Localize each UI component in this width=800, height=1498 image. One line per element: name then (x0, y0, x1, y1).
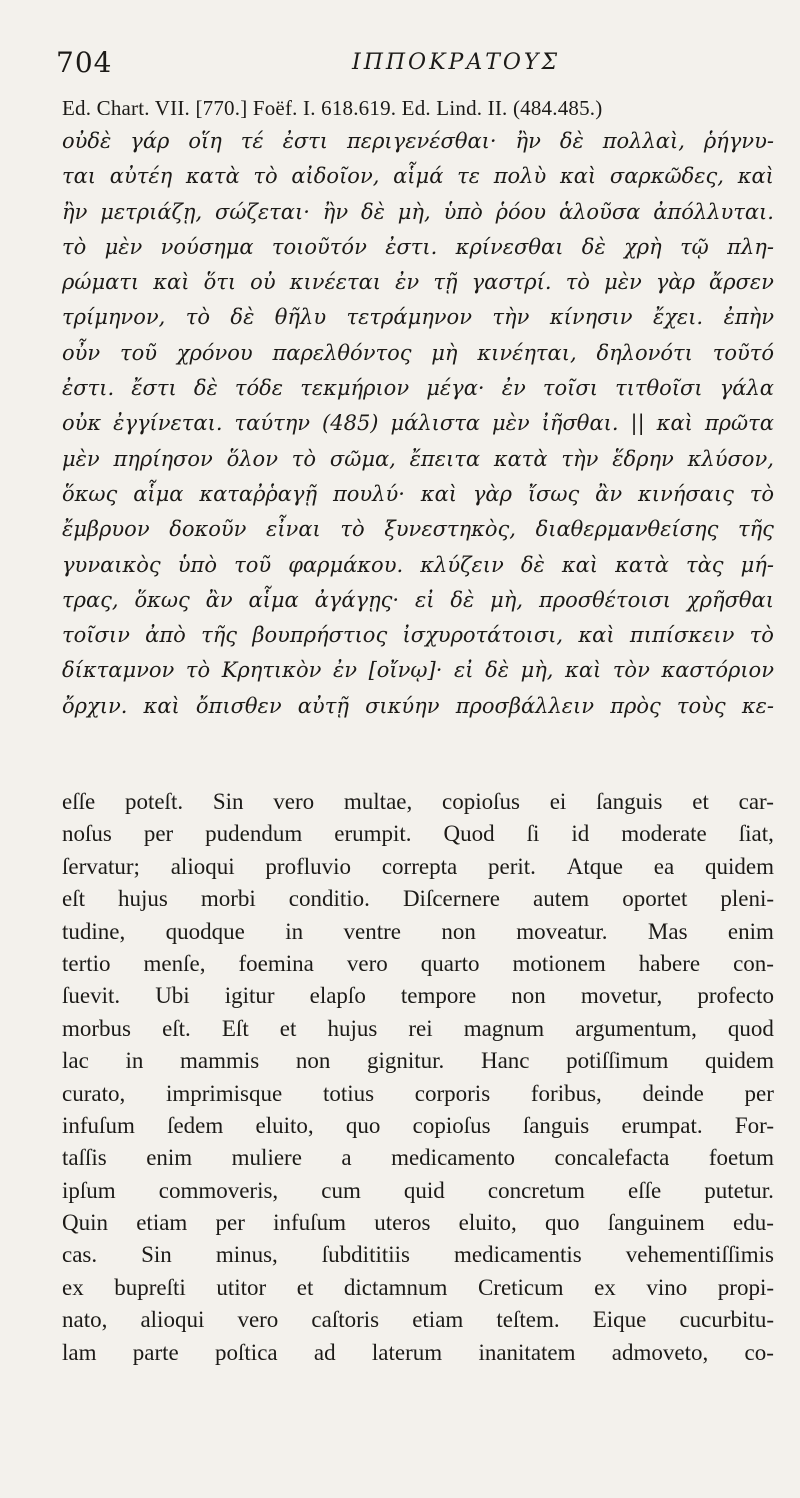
latin-text-line: ſuevit. Ubi igitur elapſo tempore non movetur, profecto (62, 983, 774, 1009)
latin-text-line: lac in mammis non gignitur. Hanc potiſſimum quidem (62, 1048, 774, 1074)
greek-text-line: οὐκ ἐγγίνεται. ταύτην (485) μάλιστα μὲν ἰῆσθαι. || καὶ πρῶτα (62, 411, 774, 436)
latin-text-line: taſſis enim muliere a medicamento concalefacta foetum (62, 1145, 774, 1171)
latin-translation-block (62, 786, 774, 1369)
greek-text-line: ἔμβρυον δοκοῦν εἶναι τὸ ξυνεστηκὸς, διαθερμανθείσης τῆς (62, 517, 774, 542)
latin-text-line: ex bupreſti utitor et dictamnum Creticum ex vino propi- (62, 1274, 774, 1300)
latin-text-line: eſſe poteſt. Sin vero multae, copioſus ei ſanguis et car- (62, 789, 774, 814)
latin-text-line: infuſum ſedem eluito, quo copioſus ſanguis erumpat. For- (62, 1112, 774, 1138)
latin-text-line: morbus eſt. Eſt et hujus rei magnum argumentum, quod (62, 1015, 774, 1041)
page-header (52, 46, 752, 86)
greek-text-line: ὅκως αἷμα καταῤῥαγῇ πουλύ· καὶ γὰρ ἴσως ἂν κινήσαις τὸ (62, 481, 774, 506)
latin-text-line: ſervatur; alioqui profluvio correpta perit. Atque ea quidem (62, 853, 774, 879)
latin-text-line: curato, imprimisque totius corporis foribus, deinde per (62, 1080, 774, 1106)
greek-text-line: ἐστι. ἔστι δὲ τόδε τεκμήριον μέγα· ἐν τοῖσι τιτθοῖσι γάλα (62, 376, 774, 401)
greek-text-line: οὖν τοῦ χρόνου παρελθόντος μὴ κινέηται, δηλονότι τοῦτό (62, 340, 774, 365)
greek-text-line: δίκταμνον τὸ Κρητικὸν ἐν [οἴνῳ]· εἰ δὲ μὴ, καὶ τὸν καστόριον (62, 658, 774, 683)
greek-text-line: ἢν μετριάζῃ, σώζεται· ἢν δὲ μὴ, ὑπὸ ῥόου ἁλοῦσα ἀπόλλυται. (62, 199, 774, 224)
latin-text-line: noſus per pudendum erumpit. Quod ſi id moderate ſiat, (62, 821, 774, 847)
greek-text-line: ρώματι καὶ ὅτι οὐ κινέεται ἐν τῇ γαστρί. τὸ μὲν γὰρ ἄρσεν (62, 270, 774, 295)
latin-text-line: ipſum commoveris, cum quid concretum eſſe putetur. (62, 1177, 774, 1203)
edition-reference-line: Ed. Chart. VII. [770.] Foëf. I. 618.619. Ed. Lind. II. (484.485.) (62, 96, 603, 120)
greek-text-block (62, 124, 774, 724)
greek-text-line: τρίμηνον, τὸ δὲ θῆλυ τετράμηνον τὴν κίνησιν ἔχει. ἐπὴν (62, 305, 774, 330)
greek-text-line: ται αὐτέη κατὰ τὸ αἰδοῖον, αἷμά τε πολὺ καὶ σαρκῶδες, καὶ (62, 164, 774, 189)
greek-text-line: τοῖσιν ἀπὸ τῆς βουπρήστιος ἰσχυροτάτοισι, καὶ πιπίσκειν τὸ (62, 623, 774, 648)
greek-text-line: οὐδὲ γάρ οἵη τέ ἐστι περιγενέσθαι· ἢν δὲ πολλαὶ, ῥήγνυ- (62, 129, 774, 153)
latin-text-line: Quin etiam per infuſum uteros eluito, quo ſanguinem edu- (62, 1210, 774, 1236)
latin-text-line: cas. Sin minus, ſubdititiis medicamentis vehementiſſimis (62, 1242, 774, 1268)
page-number: 704 (56, 46, 113, 79)
running-title: ΙΠΠΟΚΡΑΤΟΥΣ (352, 50, 561, 75)
greek-text-line: μὲν πηρίησον ὅλον τὸ σῶμα, ἔπειτα κατὰ τὴν ἕδρην κλύσον, (62, 446, 774, 471)
latin-text-line: nato, alioqui vero caſtoris etiam teſtem. Eique cucurbitu- (62, 1307, 774, 1333)
greek-text-line: ὄρχιν. καὶ ὄπισθεν αὐτῇ σικύην προσβάλλειν πρὸς τοὺς κε- (62, 693, 774, 718)
latin-text-line: lam parte poſtica ad laterum inanitatem admoveto, co- (62, 1339, 774, 1365)
latin-text-line: tertio menſe, foemina vero quarto motionem habere con- (62, 950, 774, 976)
latin-text-line: tudine, quodque in ventre non moveatur. Mas enim (62, 918, 774, 944)
greek-text-line: γυναικὸς ὑπὸ τοῦ φαρμάκου. κλύζειν δὲ καὶ κατὰ τὰς μή- (62, 552, 774, 577)
greek-text-line: τρας, ὅκως ἂν αἷμα ἀγάγῃς· εἰ δὲ μὴ, προσθέτοισι χρῆσθαι (62, 587, 774, 612)
greek-text-line: τὸ μὲν νούσημα τοιοῦτόν ἐστι. κρίνεσθαι δὲ χρὴ τῷ πλη- (62, 234, 774, 259)
latin-text-line: eſt hujus morbi conditio. Diſcernere autem oportet pleni- (62, 886, 774, 912)
